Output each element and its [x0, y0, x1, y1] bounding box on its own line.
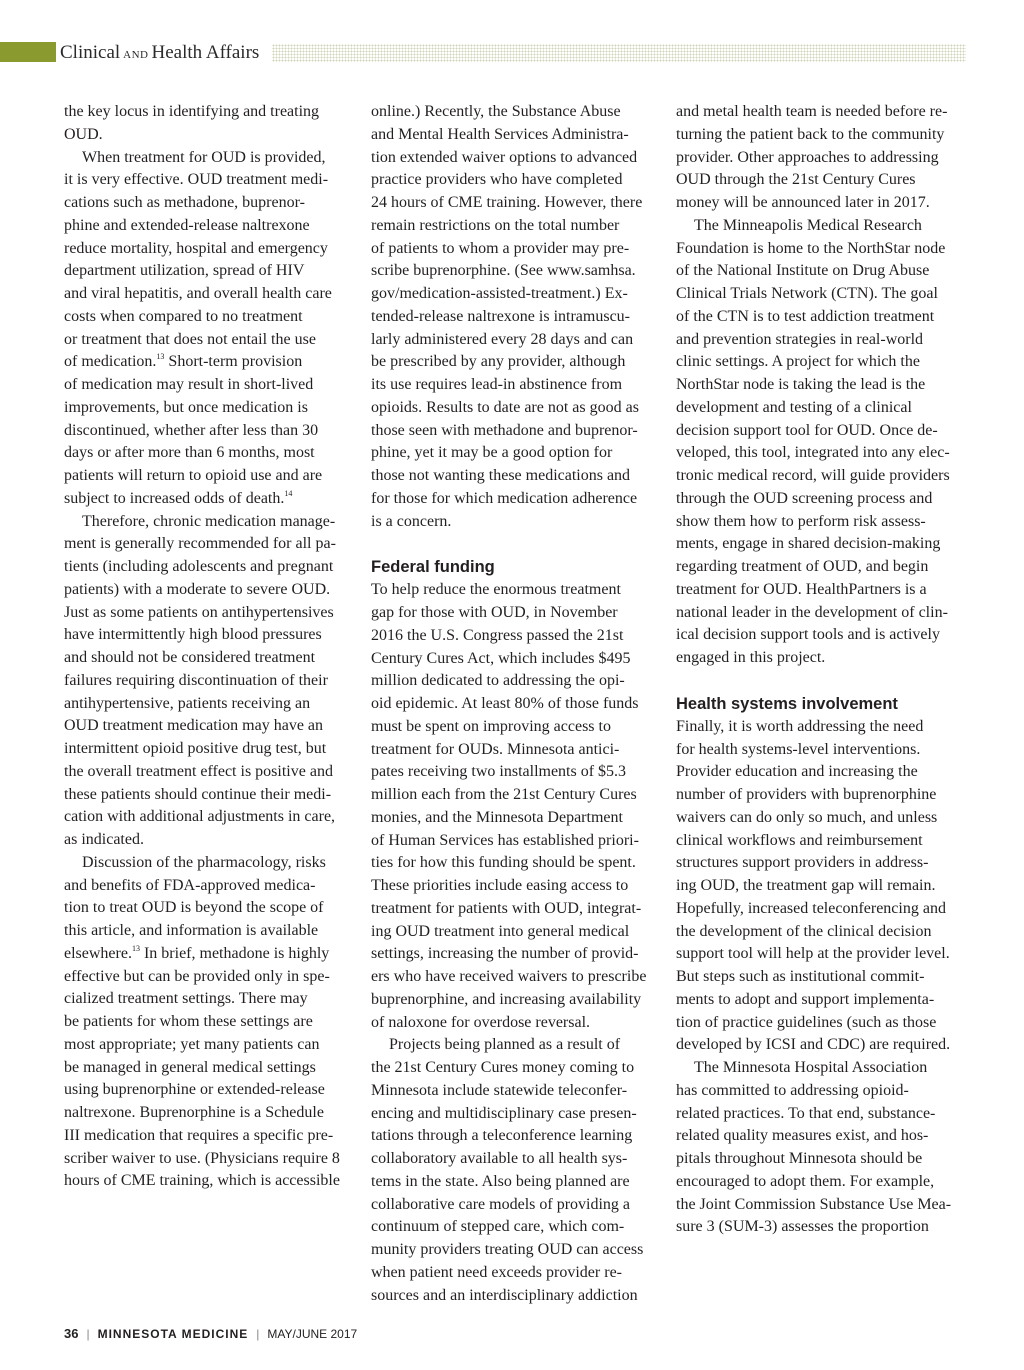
text-line: ties for how this funding should be spent.	[371, 854, 636, 872]
section-heading: Federal funding	[371, 558, 495, 577]
text-line: Just as some patients on antihypertensives	[64, 603, 334, 621]
section-heading: Health systems involvement	[676, 694, 898, 713]
text-line: the key locus in identifying and treating	[64, 103, 320, 120]
text-line: decision support tool for OUD. Once de-	[676, 421, 938, 439]
text-line: III medication that requires a specific pre-	[64, 1126, 334, 1144]
text-line: has committed to addressing opioid-	[676, 1081, 909, 1099]
text-line: discontinued, whether after less than 30	[64, 421, 319, 439]
text-line: tients (including adolescents and pregnant	[64, 558, 334, 575]
text-line: treatment for OUDs. Minnesota antici-	[371, 740, 620, 758]
page-number: 36	[64, 1326, 79, 1341]
text-line: national leader in the development of clin-	[676, 603, 948, 621]
section-title-health-affairs: Health Affairs	[151, 42, 260, 63]
text-line: opioids. Results to date are not as good as	[371, 398, 639, 416]
footer-separator-2: |	[256, 1327, 260, 1341]
text-line: effective but can be provided only in spe-	[64, 967, 330, 985]
paragraph-first-line: The Minnesota Hospital Association	[694, 1059, 928, 1076]
text-segment: In brief, methadone is highly	[139, 944, 330, 962]
text-line: oid epidemic. At least 80% of those funds	[371, 695, 639, 712]
text-line: naltrexone. Buprenorphine is a Schedule	[64, 1104, 324, 1121]
text-line: phine, yet it may be a good option for	[371, 444, 613, 462]
text-line: turning the patient back to the community	[676, 125, 945, 143]
text-line: development and testing of a clinical	[676, 398, 912, 416]
text-line: as indicated.	[64, 831, 144, 848]
text-line: those seen with methadone and buprenor-	[371, 421, 638, 439]
text-line: ical decision support tools and is actively	[676, 626, 940, 644]
paragraph-first-line: Therefore, chronic medication manage-	[82, 512, 336, 530]
text-line: sources and an interdisciplinary addiction	[371, 1286, 638, 1304]
text-line: NorthStar node is taking the lead is the	[676, 376, 926, 393]
text-line: Hopefully, increased teleconferencing and	[676, 899, 946, 917]
text-line: regarding treatment of OUD, and begin	[676, 558, 929, 575]
text-line: the Joint Commission Substance Use Mea-	[676, 1195, 952, 1213]
text-line: monies, and the Minnesota Department	[371, 808, 623, 826]
text-line: and viral hepatitis, and overall health care	[64, 285, 332, 302]
text-line: or treatment that does not entail the use	[64, 330, 316, 348]
text-line: cations such as methadone, buprenor-	[64, 194, 305, 211]
text-line: it is very effective. OUD treatment medi-	[64, 171, 329, 189]
text-line: intermittent opioid positive drug test, but	[64, 740, 327, 757]
text-line: OUD.	[64, 125, 103, 143]
page-footer	[64, 1325, 357, 1343]
text-line: ers who have received waivers to prescribe	[371, 968, 647, 985]
text-line: But steps such as institutional commit-	[676, 968, 925, 985]
text-line: department utilization, spread of HIV	[64, 262, 305, 280]
header-dot-pattern	[272, 44, 966, 62]
text-line: sure 3 (SUM-3) assesses the proportion	[676, 1218, 929, 1236]
section-title-and: AND	[123, 49, 149, 61]
text-line: million each from the 21st Century Cures	[371, 786, 637, 803]
text-line: of the National Institute on Drug Abuse	[676, 262, 930, 280]
text-line: its use requires lead-in abstinence from	[371, 376, 623, 393]
text-line: encing and multidisciplinary case presen-	[371, 1104, 637, 1122]
text-line: hours of CME training, which is accessible	[64, 1172, 340, 1190]
text-line: these patients should continue their medi-	[64, 785, 332, 803]
text-line: show them how to perform risk assess-	[676, 512, 926, 530]
text-line: waivers can do only so much, and unless	[676, 808, 938, 826]
text-line: pates receiving two installments of $5.3	[371, 763, 627, 781]
text-line: of Human Services has established priori-	[371, 831, 639, 849]
text-line: ing OUD, the treatment gap will remain.	[676, 877, 936, 894]
text-line: ments to adopt and support implementa-	[676, 990, 935, 1008]
text-line: money will be announced later in 2017.	[676, 194, 930, 211]
text-line: antihypertensive, patients receiving an	[64, 694, 311, 712]
text-line: reduce mortality, hospital and emergency	[64, 239, 328, 257]
section-title-clinical: Clinical	[60, 42, 121, 63]
text-line: scriber waiver to use. (Physicians require 8	[64, 1149, 340, 1167]
text-line: provider. Other approaches to addressing	[676, 148, 939, 166]
text-line: 24 hours of CME training. However, there	[371, 194, 643, 211]
text-line: have intermittently high blood pressures	[64, 626, 322, 644]
text-line	[64, 943, 364, 966]
text-line: improvements, but once medication is	[64, 398, 308, 416]
text-line: cialized treatment settings. There may	[64, 990, 308, 1008]
text-line: million dedicated to addressing the opi-	[371, 672, 625, 690]
text-segment: of medication.	[64, 353, 157, 371]
text-line: be prescribed by any provider, although	[371, 353, 626, 371]
text-line: Foundation is home to the NorthStar node	[676, 239, 946, 257]
text-line: buprenorphine, and increasing availability	[371, 990, 642, 1008]
section-title	[60, 40, 259, 66]
citation-superscript: 13	[156, 352, 165, 362]
text-line: cation with additional adjustments in care,	[64, 808, 336, 826]
journal-name: MINNESOTA MEDICINE	[97, 1327, 249, 1341]
text-line: and metal health team is needed before re-	[676, 103, 948, 120]
text-line: collaborative care models of providing a	[371, 1195, 631, 1213]
paragraph-first-line: When treatment for OUD is provided,	[82, 148, 326, 166]
text-line: Finally, it is worth addressing the need	[676, 717, 924, 735]
text-line: settings, increasing the number of provid-	[371, 945, 639, 963]
text-line: collaboratory available to all health sys-	[371, 1150, 628, 1167]
text-line: when patient need exceeds provider re-	[371, 1263, 622, 1281]
text-line: for health systems-level interventions.	[676, 740, 921, 758]
text-line: munity providers treating OUD can access	[371, 1241, 644, 1258]
text-line: To help reduce the enormous treatment	[371, 581, 621, 599]
text-line: Century Cures Act, which includes $495	[371, 649, 631, 667]
text-line: through the OUD screening process and	[676, 489, 933, 507]
text-line: Clinical Trials Network (CTN). The goal	[676, 285, 938, 302]
text-line: of patients to whom a provider may pre-	[371, 239, 630, 257]
text-line: of the CTN is to test addiction treatment	[676, 307, 935, 325]
text-line: clinic settings. A project for which the	[676, 353, 920, 371]
text-line: tion to treat OUD is beyond the scope of	[64, 899, 324, 917]
text-line: treatment for OUD. HealthPartners is a	[676, 580, 927, 598]
text-line: and Mental Health Services Administra-	[371, 125, 629, 143]
text-line: the development of the clinical decision	[676, 922, 932, 940]
text-line	[64, 488, 364, 511]
text-line: OUD through the 21st Century Cures	[676, 171, 916, 189]
text-segment: subject to increased odds of death.	[64, 489, 285, 507]
text-line: encouraged to adopt them. For example,	[676, 1172, 935, 1190]
text-segment: elsewhere.	[64, 944, 132, 962]
paragraph-first-line: Projects being planned as a result of	[389, 1036, 621, 1054]
text-line: gap for those with OUD, in November	[371, 604, 618, 621]
text-line: larly administered every 28 days and can	[371, 330, 634, 348]
text-line: tended-release naltrexone is intramuscu-	[371, 307, 630, 325]
text-line: patients will return to opioid use and are	[64, 467, 323, 484]
text-line: must be spent on improving access to	[371, 717, 611, 735]
paragraph-first-line: The Minneapolis Medical Research	[694, 216, 922, 234]
text-line: is a concern.	[371, 512, 452, 530]
text-line: 2016 the U.S. Congress passed the 21st	[371, 626, 624, 644]
paragraph-first-line: Discussion of the pharmacology, risks	[82, 853, 326, 871]
issue-date: MAY/JUNE 2017	[267, 1327, 358, 1341]
text-line: tion extended waiver options to advanced	[371, 148, 638, 166]
text-line: Provider education and increasing the	[676, 763, 918, 781]
text-line: using buprenorphine or extended-release	[64, 1081, 325, 1099]
text-column-3	[676, 101, 976, 1239]
text-line: practice providers who have completed	[371, 171, 623, 189]
text-line: Minnesota include statewide teleconfer-	[371, 1081, 628, 1099]
text-line: failures requiring discontinuation of their	[64, 671, 328, 689]
text-line: costs when compared to no treatment	[64, 307, 303, 325]
text-segment: Short-term provision	[164, 353, 303, 371]
text-line: of medication may result in short-lived	[64, 376, 314, 393]
text-line: days or after more than 6 months, most	[64, 444, 315, 462]
text-line: tems in the state. Also being planned are	[371, 1172, 630, 1190]
text-line: support tool will help at the provider level.	[676, 945, 950, 963]
text-line: ing OUD treatment into general medical	[371, 922, 630, 940]
text-line: number of providers with buprenorphine	[676, 786, 937, 803]
text-column-1	[64, 101, 364, 1193]
text-line: developed by ICSI and CDC) are required.	[676, 1036, 951, 1054]
text-line: of naloxone for overdose reversal.	[371, 1013, 591, 1031]
text-line: those not wanting these medications and	[371, 467, 631, 484]
text-line: ments, engage in shared decision-making	[676, 535, 941, 553]
text-line: clinical workflows and reimbursement	[676, 831, 923, 849]
text-line: be managed in general medical settings	[64, 1058, 316, 1076]
text-line: and should not be considered treatment	[64, 649, 316, 666]
text-line: phine and extended-release naltrexone	[64, 216, 310, 234]
text-line: ment is generally recommended for all pa-	[64, 535, 336, 553]
text-line: These priorities include easing access to	[371, 877, 629, 894]
text-line: continuum of stepped care, which com-	[371, 1218, 625, 1236]
text-line: tion of practice guidelines (such as those	[676, 1013, 937, 1031]
text-line: engaged in this project.	[676, 649, 826, 666]
text-line: for those for which medication adherence	[371, 489, 638, 507]
text-line: treatment for patients with OUD, integrat-	[371, 899, 642, 917]
text-line: be patients for whom these settings are	[64, 1013, 313, 1030]
text-line: remain restrictions on the total number	[371, 216, 620, 234]
citation-superscript: 14	[284, 488, 293, 498]
citation-superscript: 13	[131, 943, 140, 953]
text-line: scribe buprenorphine. (See www.samhsa.	[371, 262, 636, 280]
text-line: veloped, this tool, integrated into any elec-	[676, 444, 950, 462]
text-line: online.) Recently, the Substance Abuse	[371, 103, 621, 120]
text-line: tronic medical record, will guide providers	[676, 467, 950, 484]
text-line: related practices. To that end, substance-	[676, 1104, 936, 1122]
text-line: tations through a teleconference learning	[371, 1127, 633, 1145]
text-line: related quality measures exist, and hos-	[676, 1127, 929, 1145]
text-column-2	[371, 101, 671, 1307]
text-line: and benefits of FDA-approved medica-	[64, 876, 316, 894]
running-header	[0, 40, 966, 66]
text-line: gov/medication-assisted-treatment.) Ex-	[371, 285, 628, 302]
text-line: this article, and information is available	[64, 922, 319, 939]
text-line: and prevention strategies in real-world	[676, 330, 924, 348]
footer-separator-1: |	[86, 1327, 90, 1341]
text-line	[64, 351, 364, 374]
text-line: patients) with a moderate to severe OUD.	[64, 580, 331, 598]
text-line: the overall treatment effect is positive and	[64, 762, 333, 780]
text-line: OUD treatment medication may have an	[64, 717, 324, 735]
header-accent-bar	[0, 42, 56, 62]
text-line: structures support providers in address-	[676, 854, 929, 872]
text-line: pitals throughout Minnesota should be	[676, 1150, 923, 1167]
text-line: most appropriate; yet many patients can	[64, 1035, 320, 1053]
text-line: the 21st Century Cures money coming to	[371, 1059, 635, 1076]
